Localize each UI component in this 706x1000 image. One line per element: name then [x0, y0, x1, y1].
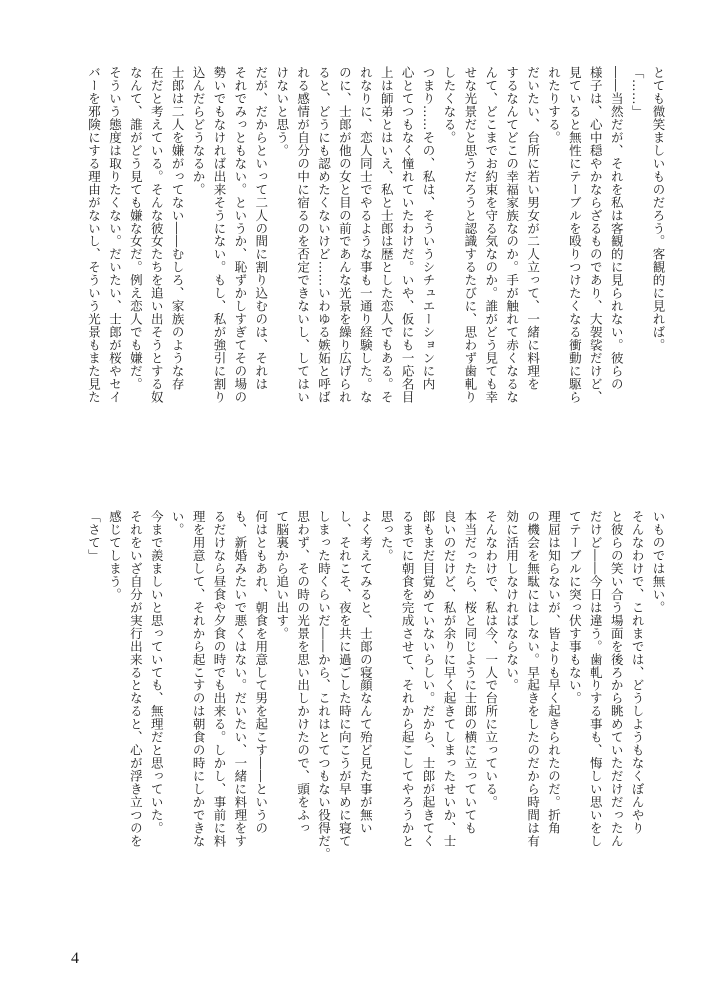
upper-text-block: とても微笑ましいものだろう。客観的に見れば。 「……」 ――当然だが、それを私は客観的に見られない。彼らの 様子は、心中穏やかならざるものであり、大袈裟だけど、 見ていると無性にテーブルを殴りつけたくなる衝動に駆ら れたりする。 だいたい、台所に若い男女が二人立って、一緒に料理を するなんてどこの幸福家族なのか。手が触れて赤くなるな んて、どこまでお約束を守る気なのか。誰がどう見ても幸 せな光景だと思うだろうと認識するたびに、思わず歯軋り したくなる。 つまり……その、私は、そういうシチュエーションに内 心とてつもなく憧れていたわけだ。いや、仮にも一応名目 上は師弟とはいえ、私と士郎は歴とした恋人でもある。そ れなりに、恋人同士でやるような事も一通り経験した。な のに、士郎が他の女と目の前であんな光景を繰り広げられ ると、どうにも認めたくないけど……いわゆる嫉妬と呼ば れる感情が自分の中に宿るのを否定できないし、してはい けないと思う。 だが、だからといって二人の間に割り込むのは、それは それでみっともない。というか、恥ずかしすぎてその場の 勢いでもなければ出来そうにない。もし、私が強引に割り 込んだらどうなるか。 士郎は二人を嫌がってない――むしろ、家族のような存 在だと考えている。そんな彼女たちを追い出そうとする奴 なんて、誰がどう見ても嫌な女だ。例え恋人でも嫌だ。 そういう態度は取りたくない。だいたい、士郎が桜やセイ バーを邪険にする理由がないし、そういう光景もまた見た [86, 66, 666, 404]
lower-text-block: いものでは無い。 そんなわけで、これまでは、どうしようもなくぼんやり と彼らの笑い合う場面を後ろから眺めていただけだったん だけど――今日は違う。歯軋りする事も、悔しい思いをし てテーブルに突っ伏す事もない。 理屈は知らないが、皆よりも早く起きられたのだ。折角 の機会を無駄にはしない。早起きをしたのだから時間は有 効に活用しなければならない。 そんなわけで、私は今、一人で台所に立っている。 本当だったら、桜と同じように士郎の横に立っていても 良いのだけど、私が余りに早く起きてしまったせいか、士 郎もまだ目覚めていないらしい。だから、士郎が起きてく るまでに朝食を完成させて、それから起こしてやろうかと 思った。 よく考えてみると、士郎の寝顔なんて殆ど見た事が無い し、それこそ、夜を共に過ごした時に向こうが早めに寝て しまった時くらいだ――から、これはとてつもない役得だ。 思わず、その時の光景を思い出しかけたので、頭をふっ て脳裏から追い出す。 何はともあれ、朝食を用意して男を起こす――というの も、新婚みたいで悪くはない。だいたい、一緒に料理をす るだけなら昼食や夕食の時でも出来る。しかし、事前に料 理を用意して、それから起こすのは朝食の時にしかできな い。 今まで羨ましいと思っていても、無理だと思っていた。 それをいざ自分が実行出来るとなると、心が浮き立つのを 感じてしまう。 「さて」 [86, 510, 666, 861]
page-number: 4 [71, 950, 79, 967]
